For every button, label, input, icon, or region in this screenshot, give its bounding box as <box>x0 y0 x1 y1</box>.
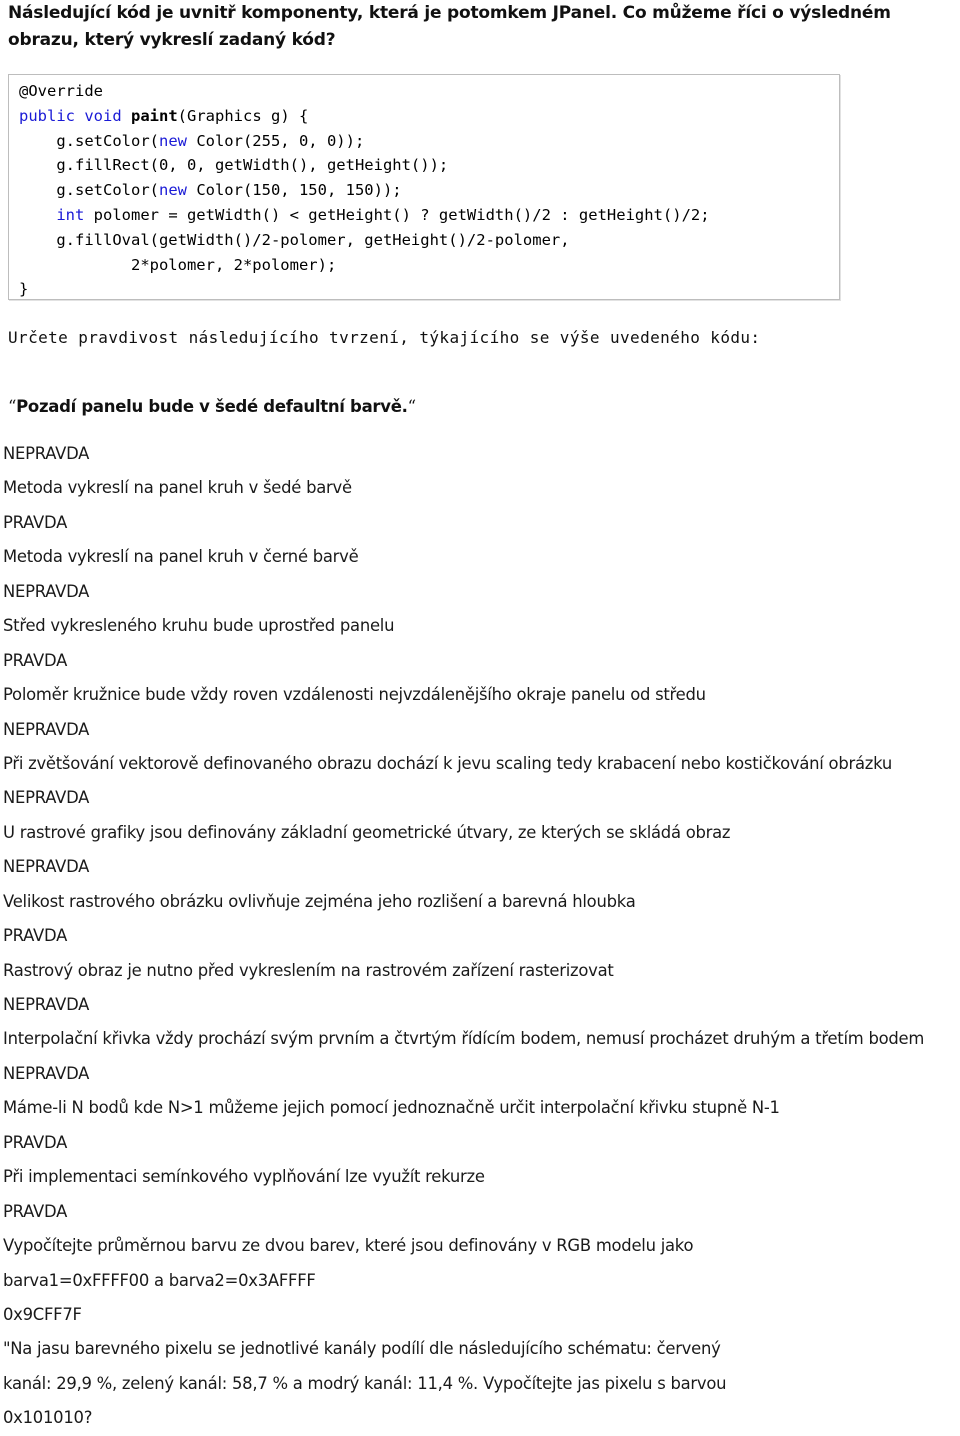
code-text: Color(150, 150, 150)); <box>186 181 402 200</box>
code-keyword: int <box>56 205 85 224</box>
text-line: NEPRAVDA <box>3 581 90 601</box>
code-text: g.setColor( <box>19 181 159 200</box>
code-snippet-box <box>8 74 840 300</box>
text-line: Při implementaci semínkového vyplňování lze využít rekurze <box>3 1167 485 1187</box>
code-method-name: paint <box>131 106 178 125</box>
text-line: barva1=0xFFFF00 a barva2=0x3AFFFF <box>3 1270 316 1290</box>
code-text: g.setColor( <box>19 131 159 150</box>
code-keyword: new <box>158 181 187 200</box>
text-line: U rastrové grafiky jsou definovány základní geometrické útvary, ze kterých se skládá obraz <box>3 822 731 842</box>
text-line: "Na jasu barevného pixelu se jednotlivé kanály podílí dle následujícího schématu: červený <box>3 1339 721 1359</box>
quote-text: Pozadí panelu bude v šedé defaultní barvě. <box>16 397 408 416</box>
text-line: Střed vykresleného kruhu bude uprostřed panelu <box>3 616 395 636</box>
question-heading: Následující kód je uvnitř komponenty, která je potomkem JPanel. Co můžeme říci o výsledném obrazu, který vykreslí zadaný kód? <box>8 3 891 50</box>
text-line: Rastrový obraz je nutno před vykreslením na rastrovém zařízení rasterizovat <box>3 960 614 980</box>
code-keyword: public void <box>19 106 122 125</box>
text-line: NEPRAVDA <box>3 444 90 463</box>
text-line: NEPRAVDA <box>3 719 90 739</box>
code-keyword: new <box>158 131 187 150</box>
text-line: Poloměr kružnice bude vždy roven vzdálenosti nejvzdálenějšího okraje panelu od středu <box>3 685 706 705</box>
text-line: NEPRAVDA <box>3 788 90 808</box>
text-line: Metoda vykreslí na panel kruh v černé barvě <box>3 547 359 567</box>
text-line: PRAVDA <box>3 1132 68 1152</box>
statement-prompt: Určete pravdivost následujícího tvrzení, týkajícího se výše uvedeného kódu: <box>8 328 761 347</box>
text-line: Metoda vykreslí na panel kruh v šedé barvě <box>3 478 352 498</box>
quoted-statement <box>8 394 416 420</box>
code-text: } <box>19 280 29 299</box>
text-line: PRAVDA <box>3 926 68 946</box>
text-line: Při zvětšování vektorově definovaného obrazu dochází k jevu scaling tedy krabacení nebo kostičkování obrázku <box>3 753 892 773</box>
text-line: NEPRAVDA <box>3 1063 90 1083</box>
code-text: Color(255, 0, 0)); <box>186 131 365 150</box>
code-block <box>19 79 710 302</box>
text-line: 0x101010? <box>3 1408 93 1428</box>
open-quote-mark: “ <box>8 397 17 416</box>
code-text: (Graphics g) { <box>177 106 309 125</box>
text-line: PRAVDA <box>3 512 68 532</box>
text-line: NEPRAVDA <box>3 995 90 1014</box>
text-line: PRAVDA <box>3 650 68 670</box>
text-line: NEPRAVDA <box>3 857 90 877</box>
code-text: 2*polomer, 2*polomer); <box>19 255 337 274</box>
code-text: polomer = getWidth() < getHeight() ? getWidth()/2 : getHeight()/2; <box>84 205 710 224</box>
text-line: kanál: 29,9 %, zelený kanál: 58,7 % a modrý kanál: 11,4 %. Vypočítejte jas pixelu s barvou <box>3 1373 727 1393</box>
text-line: Vypočítejte průměrnou barvu ze dvou barev, které jsou definovány v RGB modelu jako <box>3 1236 694 1256</box>
text-line: Máme-li N bodů kde N>1 můžeme jejich pomocí jednoznačně určit interpolační křivku stupně N-1 <box>3 1098 780 1118</box>
close-quote-mark: “ <box>407 397 416 416</box>
code-text: g.fillRect(0, 0, getWidth(), getHeight()); <box>19 156 449 175</box>
text-line: PRAVDA <box>3 1201 68 1221</box>
code-annotation: @Override <box>19 82 103 100</box>
answer-lines <box>3 437 960 1436</box>
code-text: g.fillOval(getWidth()/2-polomer, getHeight()/2-polomer, <box>19 230 570 249</box>
text-line: Interpolační křivka vždy prochází svým prvním a čtvrtým řídícím bodem, nemusí procházet druhým a třetím bodem <box>3 1029 925 1049</box>
text-line: Velikost rastrového obrázku ovlivňuje zejména jeho rozlišení a barevná hloubka <box>3 891 636 911</box>
text-line: 0x9CFF7F <box>3 1304 82 1324</box>
